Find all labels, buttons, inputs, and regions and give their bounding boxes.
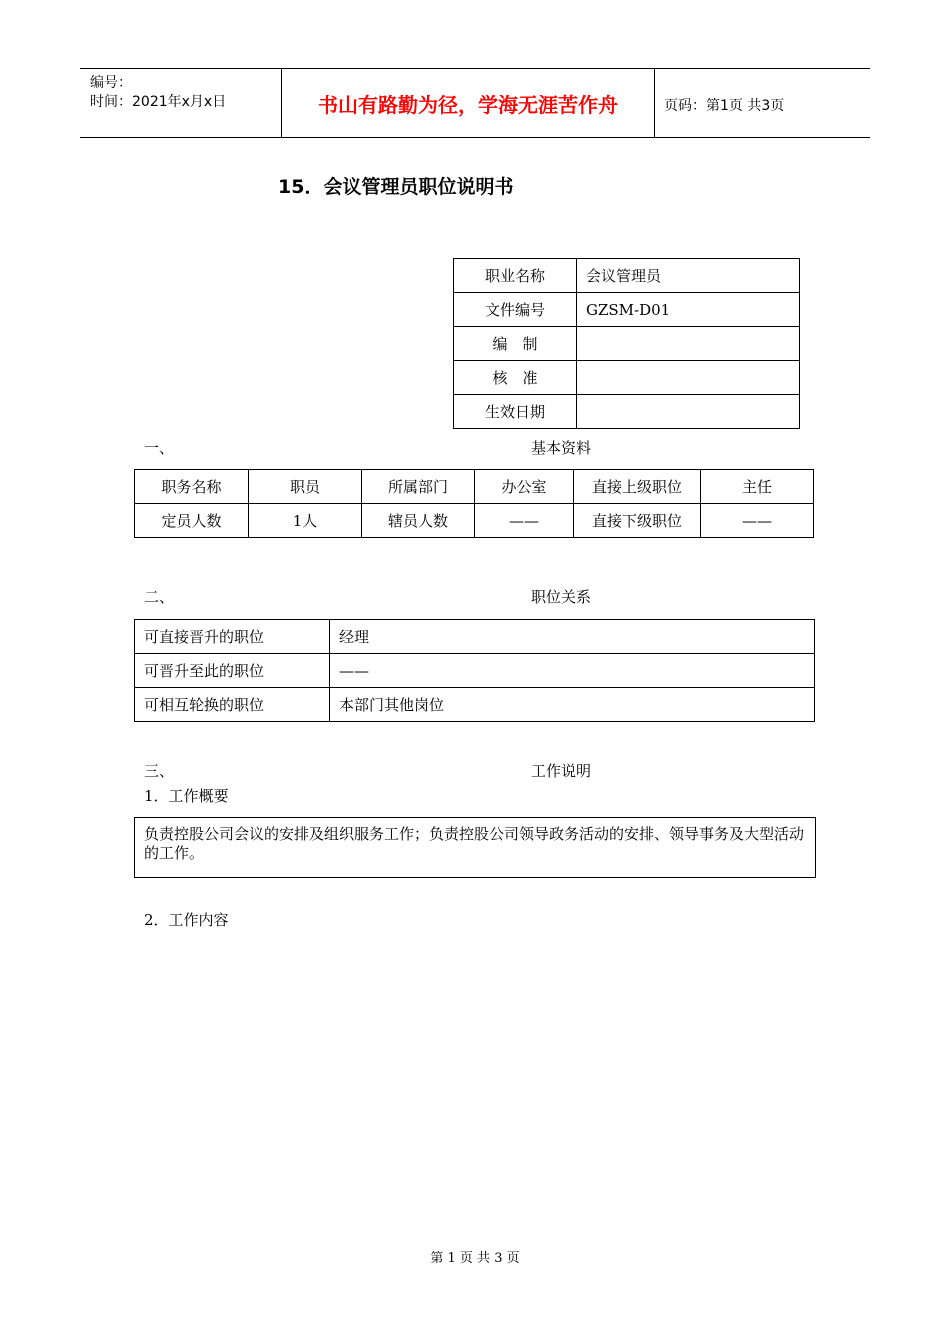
info-value — [577, 327, 800, 361]
relation-key: 可晋升至此的职位 — [135, 654, 330, 688]
page-header — [80, 68, 870, 138]
info-value: GZSM-D01 — [577, 293, 800, 327]
table-row — [454, 259, 800, 293]
table-cell: 1人 — [249, 504, 362, 538]
info-value — [577, 361, 800, 395]
table-row — [454, 395, 800, 429]
table-cell: 主任 — [701, 470, 814, 504]
section3-title: 工作说明 — [531, 762, 592, 780]
work-content-heading: 2．工作内容 — [144, 911, 229, 929]
table-row — [135, 654, 815, 688]
section2-title: 职位关系 — [531, 588, 592, 606]
work-summary-heading: 1．工作概要 — [144, 787, 229, 805]
section1-number: 一、 — [144, 439, 175, 457]
table-cell: —— — [701, 504, 814, 538]
table-cell: —— — [475, 504, 574, 538]
relation-key: 可相互轮换的职位 — [135, 688, 330, 722]
table-cell: 辖员人数 — [362, 504, 475, 538]
page-footer: 第 1 页 共 3 页 — [430, 1251, 520, 1266]
info-table — [453, 258, 800, 429]
time-label: 时间：2021年x月x日 — [90, 94, 227, 110]
work-summary-box: 负责控股公司会议的安排及组织服务工作；负责控股公司领导政务活动的安排、领导事务及大型活动的工作。 — [134, 817, 816, 878]
table-row — [135, 688, 815, 722]
basic-info-table — [134, 469, 814, 538]
section2-number: 二、 — [144, 588, 175, 606]
table-cell: 所属部门 — [362, 470, 475, 504]
table-row — [454, 361, 800, 395]
relation-value: 经理 — [330, 620, 815, 654]
table-cell: 定员人数 — [135, 504, 249, 538]
relation-key: 可直接晋升的职位 — [135, 620, 330, 654]
table-cell: 职务名称 — [135, 470, 249, 504]
table-row — [135, 620, 815, 654]
section3-number: 三、 — [144, 762, 175, 780]
info-key: 核 准 — [454, 361, 577, 395]
info-key: 生效日期 — [454, 395, 577, 429]
position-relations-table — [134, 619, 815, 722]
relation-value: —— — [330, 654, 815, 688]
table-cell: 办公室 — [475, 470, 574, 504]
table-row — [135, 470, 814, 504]
info-key: 编 制 — [454, 327, 577, 361]
table-row — [135, 504, 814, 538]
section1-title: 基本资料 — [531, 439, 592, 457]
table-cell: 直接上级职位 — [574, 470, 701, 504]
table-cell: 直接下级职位 — [574, 504, 701, 538]
table-row — [454, 327, 800, 361]
info-key: 文件编号 — [454, 293, 577, 327]
table-row — [454, 293, 800, 327]
document-title: 15．会议管理员职位说明书 — [278, 176, 514, 198]
header-slogan: 书山有路勤为径，学海无涯苦作舟 — [282, 69, 655, 137]
info-key: 职业名称 — [454, 259, 577, 293]
info-value — [577, 395, 800, 429]
relation-value: 本部门其他岗位 — [330, 688, 815, 722]
header-page-info: 页码：第1页 共3页 — [664, 98, 785, 114]
number-label: 编号： — [90, 75, 132, 91]
info-value: 会议管理员 — [577, 259, 800, 293]
table-cell: 职员 — [249, 470, 362, 504]
header-meta — [80, 69, 282, 137]
